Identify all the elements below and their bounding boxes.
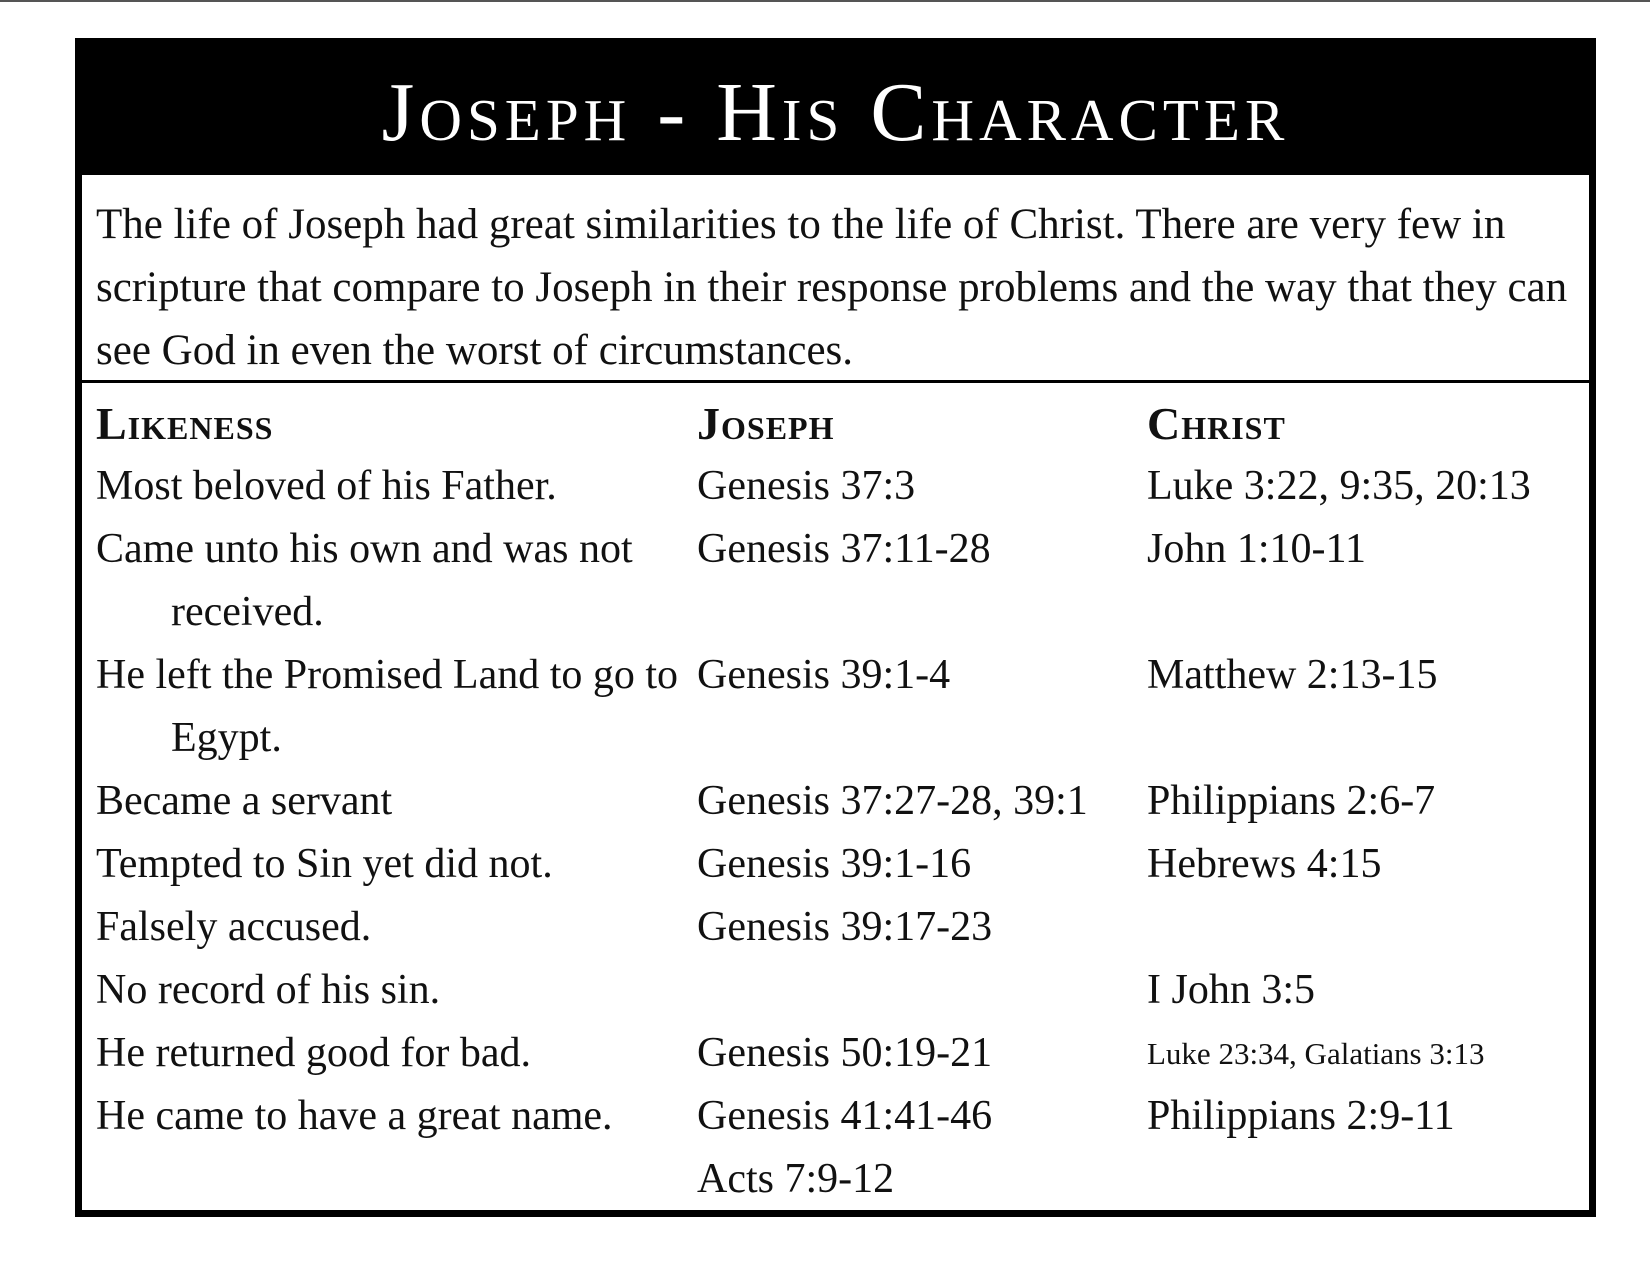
christ-ref-cell: Philippians 2:6-7	[1147, 778, 1436, 824]
joseph-ref-cell	[697, 455, 1147, 518]
table-row	[96, 644, 1586, 770]
joseph-ref-cell	[697, 1085, 1147, 1211]
joseph-ref: Genesis 39:1-4	[697, 652, 951, 698]
header-likeness: Likeness	[96, 398, 274, 449]
table-header-row	[96, 392, 1586, 455]
page-title: Joseph - His Character	[381, 66, 1290, 159]
likeness-cell: He returned good for bad.	[96, 1030, 532, 1076]
title-bar	[82, 45, 1589, 175]
joseph-ref: Genesis 39:17-23	[697, 904, 993, 950]
intro-paragraph: The life of Joseph had great similarities to the life of Christ. There are very few in scripture that compare to Joseph in their response problems and the way that they can see God in even the worst of circumstances.	[96, 201, 1568, 374]
joseph-ref: Genesis 41:41-46	[697, 1093, 993, 1139]
table-row	[96, 1022, 1586, 1085]
header-joseph: Joseph	[697, 398, 835, 449]
joseph-ref-cell	[697, 833, 1147, 896]
joseph-ref: Genesis 37:27-28, 39:1	[697, 778, 1088, 824]
likeness-cell: Tempted to Sin yet did not.	[96, 841, 553, 887]
christ-ref-cell: Luke 23:34, Galatians 3:13	[1147, 1036, 1485, 1071]
christ-ref-cell: John 1:10-11	[1147, 526, 1366, 572]
likeness-cell: Most beloved of his Father.	[96, 463, 557, 509]
joseph-ref: Genesis 39:1-16	[697, 841, 972, 887]
table-row	[96, 770, 1586, 833]
joseph-ref-cell	[697, 896, 1147, 959]
christ-ref-cell: Hebrews 4:15	[1147, 841, 1382, 887]
joseph-ref-cell	[697, 518, 1147, 581]
christ-ref-cell: Luke 3:22, 9:35, 20:13	[1147, 463, 1531, 509]
character-card	[75, 38, 1596, 1217]
joseph-ref: Acts 7:9-12	[697, 1156, 895, 1202]
christ-ref-cell: Matthew 2:13-15	[1147, 652, 1438, 698]
table-row	[96, 896, 1586, 959]
section-divider	[82, 380, 1589, 383]
christ-ref-cell: I John 3:5	[1147, 967, 1315, 1013]
table-row	[96, 518, 1586, 644]
table-row	[96, 833, 1586, 896]
joseph-ref: Genesis 37:3	[697, 463, 916, 509]
likeness-cell: Falsely accused.	[96, 904, 372, 950]
header-christ: Christ	[1147, 398, 1286, 449]
table-row	[96, 1085, 1586, 1211]
likeness-cell: Became a servant	[96, 778, 393, 824]
joseph-ref-cell	[697, 770, 1147, 833]
likeness-cell: No record of his sin.	[96, 967, 441, 1013]
likeness-cell: He came to have a great name.	[96, 1093, 613, 1139]
top-rule	[0, 0, 1650, 2]
joseph-ref-cell	[697, 644, 1147, 707]
table-row	[96, 959, 1586, 1022]
christ-ref-cell: Philippians 2:9-11	[1147, 1093, 1455, 1139]
likeness-cell: He left the Promised Land to go to Egypt.	[96, 652, 679, 761]
comparison-table	[96, 392, 1586, 1211]
joseph-ref: Genesis 37:11-28	[697, 526, 991, 572]
likeness-cell: Came unto his own and was not received.	[96, 526, 633, 635]
joseph-ref: Genesis 50:19-21	[697, 1030, 993, 1076]
table-row	[96, 455, 1586, 518]
joseph-ref-cell	[697, 1022, 1147, 1085]
